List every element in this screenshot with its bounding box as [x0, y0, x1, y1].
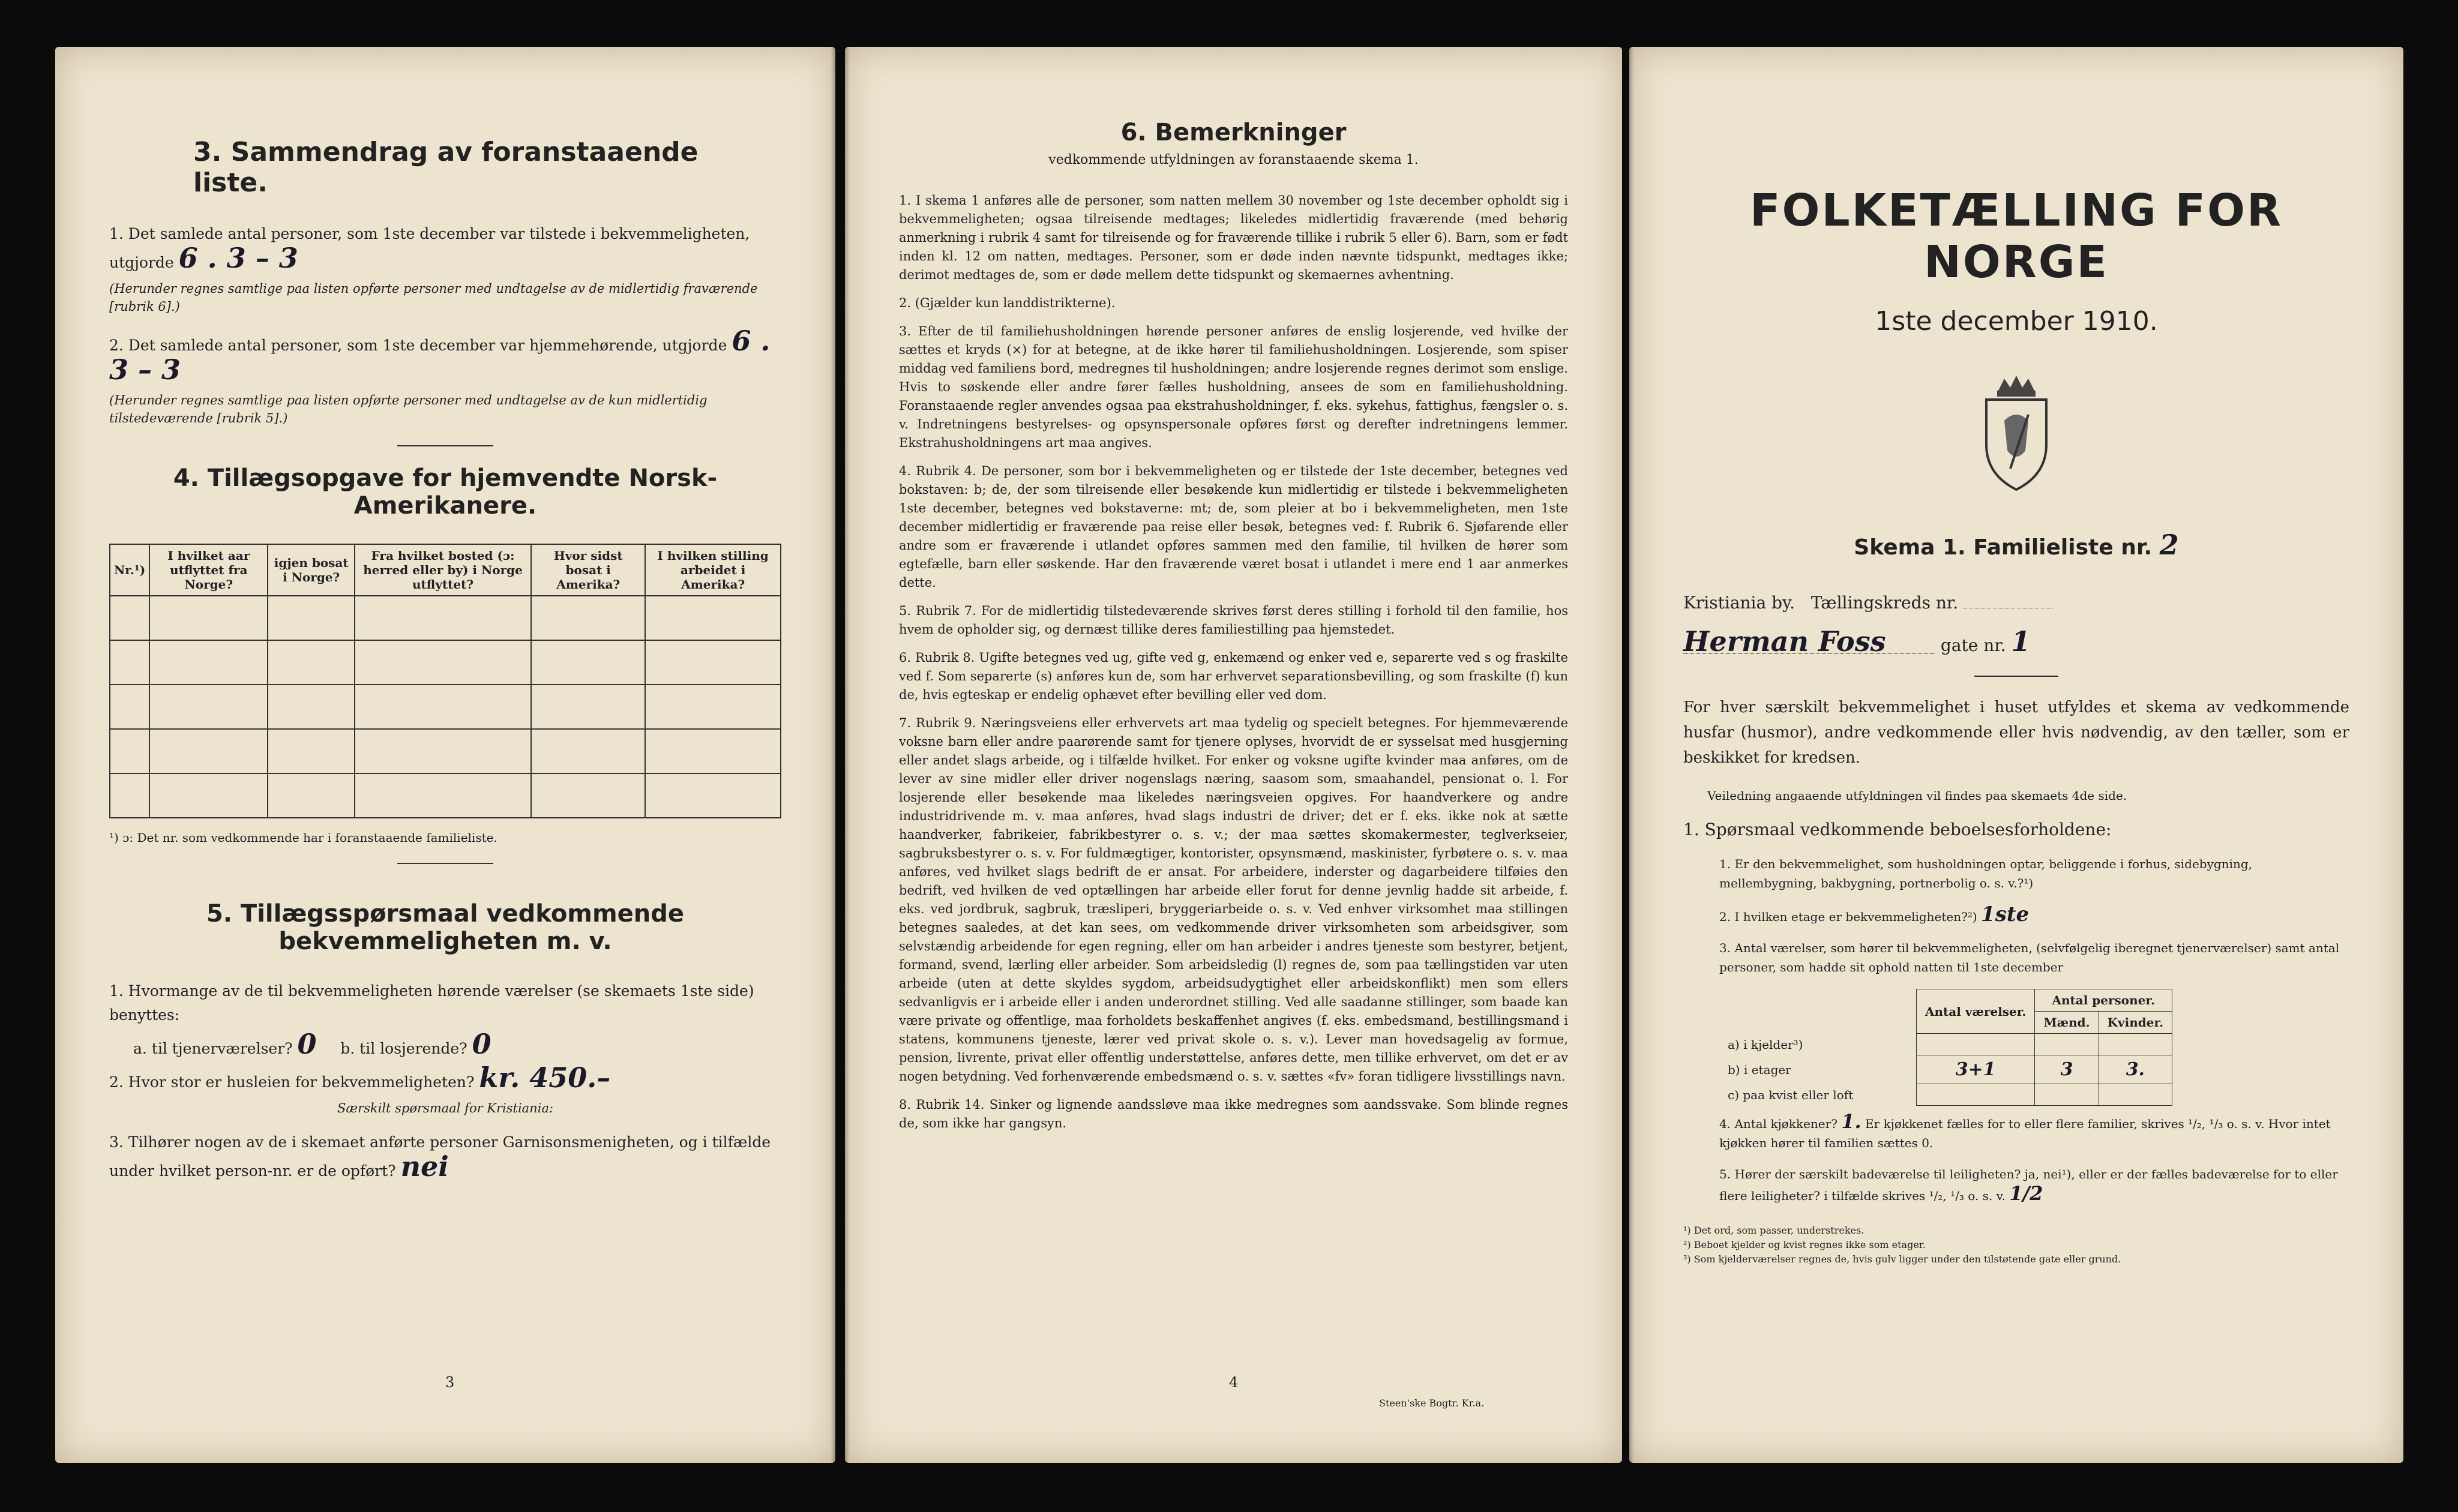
s5-q1b-handwritten: 0 — [472, 1028, 491, 1060]
table-row — [110, 773, 781, 818]
q1-note: (Herunder regnes samtlige paa listen opførte personer med undtagelse av de midlertidig fraværende [rubrik 6].) — [109, 281, 758, 314]
col-utflyttet: I hvilket aar utflyttet fra Norge? — [149, 544, 268, 596]
col-bosted: Fra hvilket bosted (ɔ: herred eller by) i Norge utflyttet? — [355, 544, 531, 596]
norsk-amerikanere-table — [109, 544, 781, 818]
q1-text: 1. Det samlede antal personer, som 1ste december var tilstede i bekvemmeligheten, utgjorde — [109, 225, 750, 271]
remark-2: 2. (Gjælder kun landdistrikterne). — [899, 296, 1116, 310]
s1-q4: 4. Antal kjøkkener? — [1719, 1117, 1837, 1131]
remark-3: 3. Efter de til familiehusholdningen hørende personer anføres de enslig losjerende, ved hvilke der sættes et kryds (×) for at betegne, at de ikke hører til familiehusholdningen. Losjerende, som spiser middag ved familiens bord, medregnes til husholdningen; andre losjerende regnes derimot som enslige. Hvis to søskende eller andre fører fælles husholdning, ansees de som en familiehusholdning. Foranstaaende regler anvendes ogsaa paa ekstrahusholdninger, f. eks. sykehus, fattighus, fængsler o. s. v. Indretningens bestyrelses- og opsynspersonale opføres først og derefter indretningens lemmer. Ekstrahusholdningens art maa angives. — [899, 324, 1568, 450]
census-title: FOLKETÆLLING FOR NORGE — [1750, 185, 2283, 288]
q2-handwritten: 6 . 3 – 3 — [109, 325, 771, 386]
col-igjen-bosat: igjen bosat i Norge? — [268, 544, 355, 596]
page-3 — [55, 47, 835, 1463]
remark-5: 5. Rubrik 7. For de midlertidig tilstedeværende skrives først deres stilling i forhold til den familie, hos hvem de opholder sig, og dernæst tillike deres familiestilling paa hjemstedet. — [899, 604, 1568, 637]
s1-q1: 1. Er den bekvemmelighet, som husholdningen optar, beliggende i forhus, sidebygning, mellembygning, bakbygning, portnerbolig o. s. v.?¹) — [1719, 857, 2253, 890]
s1-q2-handwritten: 1ste — [1981, 902, 2030, 926]
intro-note: Veiledning angaaende utfyldningen vil findes paa skemaets 4de side. — [1707, 788, 2127, 803]
skema-label: Skema 1. Familieliste nr. — [1854, 535, 2153, 560]
city-label: Kristiania by. — [1683, 593, 1795, 613]
s1-q5: 5. Hører der særskilt badeværelse til leiligheten? ja, nei¹), eller er der fælles badeværelse for to eller flere leiligheter? i tilfælde skrives ¹/₂, ¹/₃ o. s. v. — [1719, 1167, 2338, 1203]
remark-4: 4. Rubrik 4. De personer, som bor i bekvemmeligheten og er tilstede der 1ste december, betegnes ved bokstaven: b; de, der som tilreisende eller besøkende kun midlertidig er tilstede i bekvemmeligheten 1ste december, betegnes ved bokstaverne: mt; de, som pleier at bo i bekvemmeligheten, men 1ste december midlertidig er fraværende paa reise eller besøk, betegnes ved: f. Rubrik 6. Sjøfarende eller andre som er fraværende i utlandet opføres sammen med den familie, til hvilken de hører som egtefælle, barn eller søskende. Har den fraværende været bosat i utlandet i mere end 1 aar anmerkes dette. — [899, 464, 1568, 590]
remark-6: 6. Rubrik 8. Ugifte betegnes ved ug, gifte ved g, enkemænd og enker ved e, separerte ved s og fraskilte ved f. Som separerte (s) anføres kun de, som har erhvervet separationsbevilling, og som fraskilte (f) kun de, hvis egteskap er endelig ophævet efter bevilling eller ved dom. — [899, 650, 1568, 702]
footnote-2: ²) Beboet kjelder og kvist regnes ikke som etager. — [1683, 1239, 1926, 1250]
taellingskreds-label: Tællingskreds nr. — [1810, 593, 1959, 613]
divider — [397, 863, 493, 864]
q2-note: (Herunder regnes samtlige paa listen opførte personer med undtagelse av de kun midlertidig tilstedeværende [rubrik 5].) — [109, 393, 708, 425]
intro-text: For hver særskilt bekvemmelighet i huset utfyldes et skema av vedkommende husfar (husmor), andre vedkommende eller hvis nødvendig, av den tæller, som er beskikket for kredsen. — [1683, 698, 2349, 767]
remark-1: 1. I skema 1 anføres alle de personer, som natten mellem 30 november og 1ste december opholdt sig i bekvemmeligheten; ogsaa tilreisende medtages; likeledes midlertidig fraværende (med behørig anmerkning i rubrik 4 samt for tilreisende og for fraværende tillike i rubrik 5 eller 6). Barn, som er født inden kl. 12 om natten, medtages. Personer, som er døde inden nævnte tidspunkt, medtages ikke; derimot medtages de, som er døde mellem dette tidspunkt og skemaernes avhentning. — [899, 193, 1568, 282]
s5-q1: 1. Hvormange av de til bekvemmeligheten hørende værelser (se skemaets 1ste side) benyttes: — [109, 982, 754, 1024]
page-1 — [1629, 47, 2403, 1463]
section-4-title: 4. Tillægsopgave for hjemvendte Norsk-Amerikanere. — [173, 464, 718, 520]
printer-mark: Steen'ske Bogtr. Kr.a. — [1379, 1397, 1485, 1409]
s5-q3: 3. Tilhører nogen av de i skemaet anførte personer Garnisonsmenigheten, og i tilfælde under hvilket person-nr. er de opført? — [109, 1133, 771, 1180]
s5-special: Særskilt spørsmaal for Kristiania: — [337, 1101, 554, 1115]
norway-coat-of-arms-icon — [1968, 373, 2064, 493]
divider — [1974, 676, 2058, 677]
s5-q1a-handwritten: 0 — [297, 1028, 317, 1060]
footnotes — [1683, 1223, 2349, 1267]
s1-q5-handwritten: 1/2 — [2009, 1182, 2043, 1205]
section-5-title: 5. Tillægsspørsmaal vedkommende bekvemmeligheten m. v. — [206, 900, 685, 955]
table-row: c) paa kvist eller loft — [1719, 1084, 2172, 1106]
gate-label: gate nr. — [1940, 635, 2006, 655]
page-number: 3 — [445, 1374, 455, 1391]
col-amerika: Hvor sidst bosat i Amerika? — [531, 544, 645, 596]
table-row — [110, 729, 781, 773]
bemerkninger-subtitle: vedkommende utfyldningen av foranstaaende skema 1. — [1048, 152, 1419, 167]
street-handwritten: Herman Foss — [1683, 629, 1935, 654]
section-3-title: 3. Sammendrag av foranstaaende liste. — [193, 137, 699, 198]
s1-q2: 2. I hvilken etage er bekvemmeligheten?²) — [1719, 910, 1977, 924]
s5-q1b: b. til losjerende? — [340, 1040, 467, 1057]
page-4 — [845, 47, 1622, 1463]
table-row — [110, 640, 781, 685]
rooms-table — [1719, 989, 2172, 1106]
col-antal-vaerelser: Antal værelser. — [1917, 989, 2035, 1034]
s1-q4-handwritten: 1. — [1841, 1110, 1862, 1133]
familieliste-nr: 2 — [2159, 529, 2179, 561]
s5-q1a: a. til tjenerværelser? — [133, 1040, 293, 1057]
footnote-3: ³) Som kjelderværelser regnes de, hvis gulv ligger under den tilstøtende gate eller grund. — [1683, 1253, 2121, 1265]
census-date: 1ste december 1910. — [1875, 306, 2158, 337]
col-stilling: I hvilken stilling arbeidet i Amerika? — [645, 544, 781, 596]
s5-q2: 2. Hvor stor er husleien for bekvemmeligheten? — [109, 1073, 475, 1091]
s1-q4-rest: Er kjøkkenet fælles for to eller flere familier, skrives ¹/₂, ¹/₃ o. s. v. Hvor intet kjøkken hører til familien sættes 0. — [1719, 1117, 2331, 1150]
col-antal-personer: Antal personer. — [2035, 989, 2172, 1012]
s1-q3: 3. Antal værelser, som hører til bekvemmeligheten, (selvfølgelig iberegnet tjenerværelser) samt antal personer, som hadde sit ophold natten til 1ste december — [1719, 941, 2340, 974]
section-4-footnote: ¹) ɔ: Det nr. som vedkommende har i foranstaaende familieliste. — [109, 830, 497, 845]
col-maend: Mænd. — [2035, 1012, 2099, 1034]
q1-handwritten: 6 . 3 – 3 — [178, 242, 298, 274]
table-row — [110, 685, 781, 729]
gate-nr-handwritten: 1 — [2011, 625, 2031, 658]
table-row: b) i etager 3+1 3 3. — [1719, 1055, 2172, 1084]
bemerkninger-title: 6. Bemerkninger — [1120, 119, 1347, 146]
page-number: 4 — [1229, 1374, 1239, 1391]
table-row — [110, 596, 781, 640]
col-kvinder: Kvinder. — [2099, 1012, 2172, 1034]
s5-q3-handwritten: nei — [400, 1150, 449, 1183]
q2-text: 2. Det samlede antal personer, som 1ste december var hjemmehørende, utgjorde — [109, 337, 727, 354]
section-1-heading: 1. Spørsmaal vedkommende beboelsesforholdene: — [1683, 820, 2112, 839]
col-nr: Nr.¹) — [110, 544, 149, 596]
remark-7: 7. Rubrik 9. Næringsveiens eller erhvervets art maa tydelig og specielt betegnes. For hjemmeværende voksne barn eller andre paarørende samt for tjenere oplyses, hvorvidt de er sysselsat med husgjerning eller andet slags arbeide, og i tilfælde hvilket. For enker og voksne ugifte kvinder maa anføres, om de lever av sine midler eller driver nogenslags næring, saasom som, smaahandel, pensionat o. l. For losjerende eller besøkende maa likeledes næringsveien opgives. For haandverkere og andre industridrivende m. v. maa anføres, hvad slags industri de driver; det er f. eks. ikke nok at sætte haandverker, fabrikeier, fabrikbestyrer o. s. v.; der maa sættes skomakermester, teglverkseier, sagbruksbestyrer o. s. v. For fuldmægtiger, kontorister, opsynsmænd, maskinister, fyrbøtere o. s. v. maa anføres, ved hvilket slags bedrift de er ansat. For arbeidere, inderster og dagarbeidere tilføies den bedrift, ved hvilken de ved optællingen har arbeide eller forut for denne jevnlig hadde sit arbeide, f. eks. ved jordbruk, sagbruk, træsliperi, bryggeriarbeide o. s. v. Ved enhver virksomhet maa stillingen betegnes saaledes, at det kan sees, om vedkommende driver virksomheten som arbeidsgiver, som selvstændig arbeidende for egen regning, eller om han arbeider i andres tjeneste som bestyrer, betjent, formand, svend, lærling eller arbeider. Som arbeidsledig (l) regnes de, som paa tællingstiden var uten arbeide (uten at dette skyldes sygdom, arbeidsudygtighet eller arbeidskonflikt) men som ellers sedvanligvis er i arbeide eller i anden underordnet stilling. Ved alle saadanne stillinger, som baade kan være private og offentlige, maa forholdets beskaffenhet angives (f. eks. embedsmand, bestillingsmand i statens, kommunens tjeneste, lærer ved privat skole o. s. v.). Lever man hovedsagelig av formue, pension, livrente, privat eller offentlig understøttelse, anføres dette, men tillike erhvervet, om det er av nogen betydning. Ved forhenværende embedsmænd o. s. v. sættes «fv» foran tidligere livsstillings navn. — [899, 716, 1568, 1084]
table-row: a) i kjelder³) — [1719, 1034, 2172, 1055]
s5-q2-handwritten: kr. 450.– — [479, 1061, 611, 1094]
remark-8: 8. Rubrik 14. Sinker og lignende aandssløve maa ikke medregnes som aandssvake. Som blinde regnes de, som ikke har gangsyn. — [899, 1097, 1568, 1130]
divider — [397, 445, 493, 446]
footnote-1: ¹) Det ord, som passer, understrekes. — [1683, 1225, 1865, 1236]
